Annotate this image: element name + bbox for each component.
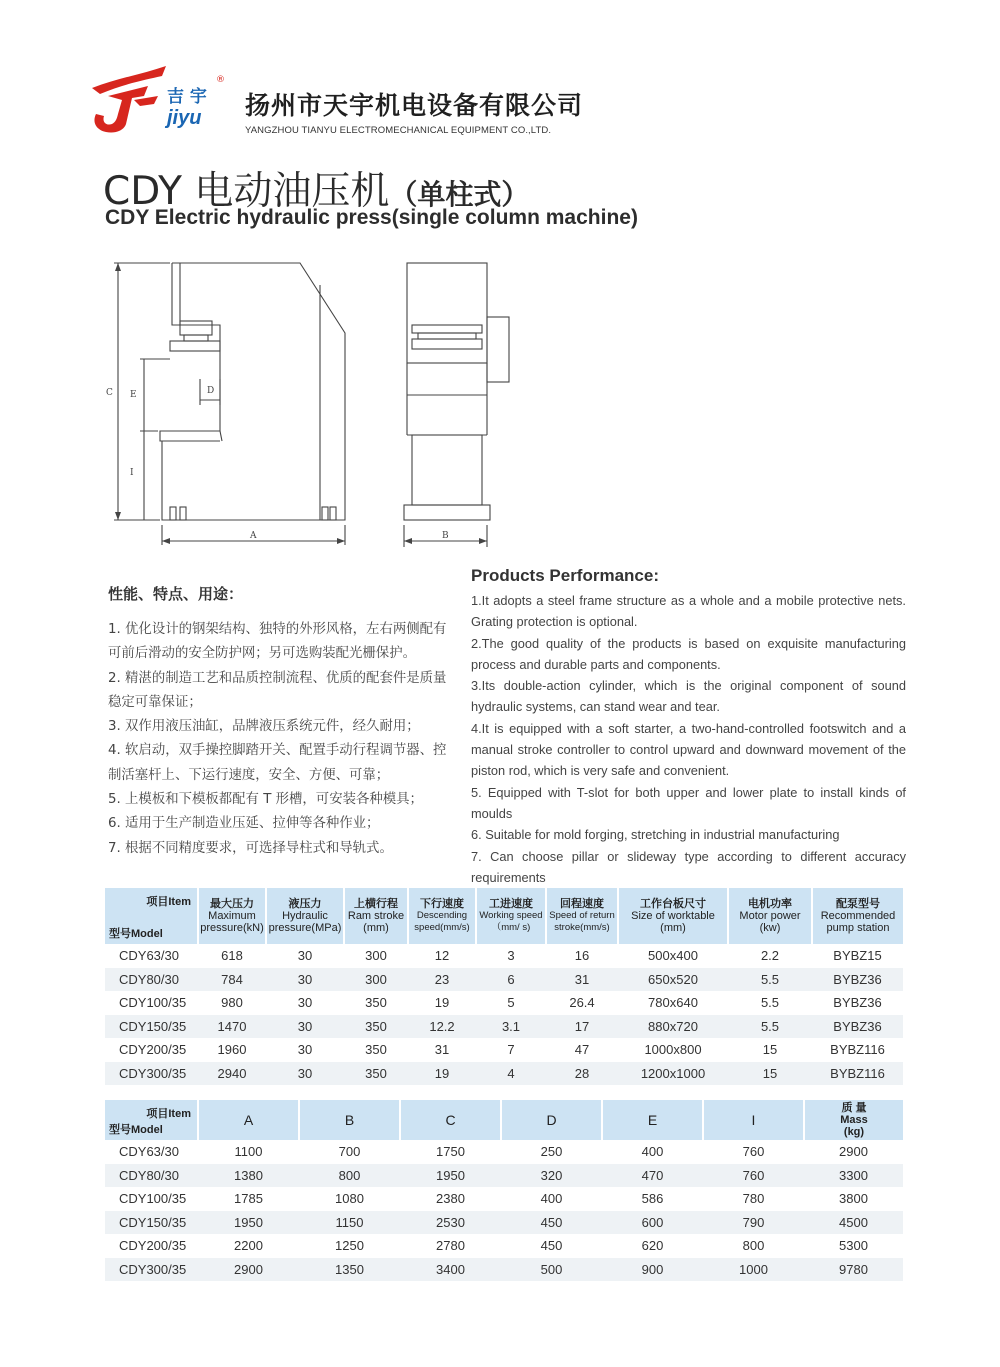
list-item: 5. Equipped with T-slot for both upper and lower plate to install kinds of moulds <box>471 784 906 821</box>
corner-item-label: 项目Item <box>146 896 191 908</box>
dim-label-i: I <box>130 468 134 478</box>
column-header: 配泵型号 Recommended pump station <box>812 888 903 944</box>
table-row: CDY150/35 1950 1150 2530 450 600 790 4500 <box>105 1211 903 1235</box>
brand-en: jiyu <box>167 107 202 129</box>
list-item: 4. 软启动，双手操控脚踏开关、配置手动行程调节器、控制活塞杆上、下运行速度，安全、方便、可靠； <box>108 743 447 783</box>
company-name <box>245 86 583 136</box>
dim-label-b: B <box>442 531 449 541</box>
features-en-list <box>471 590 906 888</box>
table-corner <box>105 1100 198 1140</box>
corner-model-label: 型号Model <box>109 1124 163 1136</box>
brand-cn: 吉 宇 <box>167 87 207 107</box>
dim-label-c: C <box>106 388 113 398</box>
spec-table <box>105 888 903 1085</box>
technical-drawing <box>100 255 520 555</box>
list-item: 2.The good quality of the products is based on exquisite manufacturing process and durable parts and components. <box>471 635 906 672</box>
column-header: 上横行程 Ram stroke (mm) <box>344 888 408 944</box>
list-item: 1. 优化设计的钢架结构、独特的外形风格，左右两侧配有可前后滑动的安全防护网；另可选购装配光栅保护。 <box>108 622 447 662</box>
features-en-heading: Products Performance: <box>471 566 659 585</box>
features-cn <box>108 583 453 861</box>
product-title-cn-sub: （单柱式） <box>389 178 530 211</box>
corner-item-label: 项目Item <box>146 1108 191 1120</box>
table-row: CDY200/35 1960 30 350 31 7 47 1000x800 15 BYBZ116 <box>119 1042 885 1058</box>
company-name-en: YANGZHOU TIANYU ELECTROMECHANICAL EQUIPMENT CO.,LTD. <box>245 125 552 136</box>
column-header: A <box>198 1100 299 1140</box>
list-item: 5. 上模板和下模板都配有 T 形槽，可安装各种模具； <box>108 792 423 808</box>
table-row: CDY150/35 1470 30 350 12.2 3.1 17 880x720 5.5 BYBZ36 <box>105 1015 903 1039</box>
dimension-table-header <box>105 1100 903 1140</box>
column-header: 工作台板尺寸 Size of worktable (mm) <box>618 888 728 944</box>
list-item: 6. 适用于生产制造业压延、拉伸等各种作业； <box>108 816 380 832</box>
product-title-en: CDY Electric hydraulic press(single column machine) <box>105 206 638 229</box>
table-row: CDY300/35 2940 30 350 19 4 28 1200x1000 15 BYBZ116 <box>105 1062 903 1086</box>
dimension-table <box>105 1100 903 1281</box>
table-row: CDY100/35 1785 1080 2380 400 586 780 3800 <box>119 1191 868 1207</box>
features-en <box>471 566 906 888</box>
company-logo <box>88 60 238 140</box>
column-header: 回程速度 Speed of return stroke(mm/s) <box>546 888 618 944</box>
corner-model-label: 型号Model <box>109 928 163 940</box>
list-item: 4.It is equipped with a soft starter, a two-hand-controlled footswitch and a manual stroke controller to control upward and downward movement of the piston rod, which is very safe and convenient. <box>471 720 906 779</box>
dim-label-e: E <box>130 390 137 400</box>
column-header: 下行速度 Descending speed(mm/s) <box>408 888 476 944</box>
column-header: 工进速度 Working speed（mm/ s) <box>476 888 546 944</box>
product-title-cn-main: CDY 电动油压机 <box>103 169 390 214</box>
column-header: 质 量 Mass (kg) <box>804 1100 903 1140</box>
list-item: 1.It adopts a steel frame structure as a whole and a mobile protective nets. Grating protection is optional. <box>471 593 906 630</box>
list-item: 3.Its double-action cylinder, which is the original component of sound hydraulic systems, can stand wear and tear. <box>471 678 906 715</box>
table-row: CDY80/30 1380 800 1950 320 470 760 3300 <box>105 1164 903 1188</box>
features-cn-heading: 性能、特点、用途： <box>108 585 244 603</box>
column-header: E <box>602 1100 703 1140</box>
company-name-cn: 扬州市天宇机电设备有限公司 <box>245 91 584 120</box>
table-row: CDY300/35 2900 1350 3400 500 900 1000 9780 <box>105 1258 903 1282</box>
dim-label-d: D <box>207 386 215 396</box>
column-header: D <box>501 1100 602 1140</box>
list-item: 7. 根据不同精度要求，可选择导柱式和导轨式。 <box>108 840 393 856</box>
list-item: 6. Suitable for mold forging, stretching in industrial manufacturing <box>471 827 840 843</box>
table-row: CDY200/35 2200 1250 2780 450 620 800 5300 <box>119 1238 868 1254</box>
dim-label-a: A <box>250 531 257 541</box>
column-header: 电机功率 Motor power (kw) <box>728 888 812 944</box>
column-header: B <box>299 1100 400 1140</box>
spec-table-header <box>105 888 903 944</box>
column-header: C <box>400 1100 501 1140</box>
table-row: CDY80/30 784 30 300 23 6 31 650x520 5.5 BYBZ36 <box>105 968 903 992</box>
column-header: 最大压力 Maximum pressure(kN) <box>198 888 266 944</box>
list-item: 7. Can choose pillar or slideway type according to different accuracy requirements <box>471 848 906 885</box>
features-cn-list <box>108 618 453 861</box>
table-corner <box>105 888 198 944</box>
header <box>88 60 648 140</box>
table-row: CDY63/30 1100 700 1750 250 400 760 2900 <box>119 1144 868 1160</box>
registered-mark: ® <box>216 75 225 85</box>
column-header: 液压力 Hydraulic pressure(MPa) <box>266 888 344 944</box>
table-row: CDY63/30 618 30 300 12 3 16 500x400 2.2 BYBZ15 <box>119 948 882 964</box>
table-row: CDY100/35 980 30 350 19 5 26.4 780x640 5.5 BYBZ36 <box>119 995 882 1011</box>
list-item: 3. 双作用液压油缸，品牌液压系统元件，经久耐用； <box>108 719 420 735</box>
list-item: 2. 精湛的制造工艺和品质控制流程、优质的配套件是质量稳定可靠保证； <box>108 670 447 710</box>
column-header: I <box>703 1100 804 1140</box>
